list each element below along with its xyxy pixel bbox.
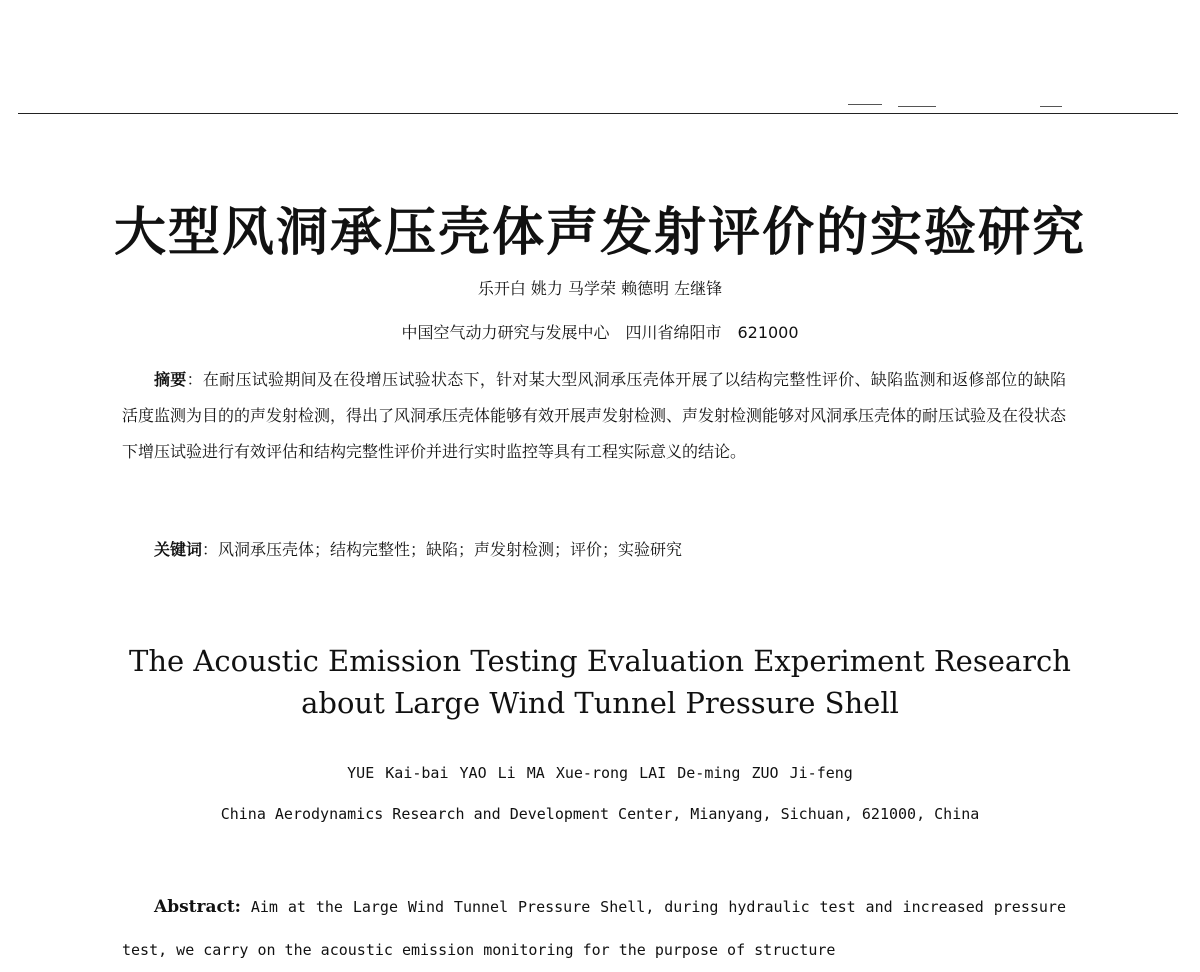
header-rule-fragment — [898, 106, 936, 107]
chinese-affiliation: 中国空气动力研究与发展中心 四川省绵阳市 621000 — [401, 323, 799, 342]
chinese-keywords-text: ：风洞承压壳体；结构完整性；缺陷；声发射检测；评价；实验研究 — [202, 540, 683, 559]
english-title-line-2: about Large Wind Tunnel Pressure Shell — [301, 686, 899, 720]
header-rule-fragment — [848, 104, 882, 105]
english-affiliation: China Aerodynamics Research and Development Center, Mianyang, Sichuan, 621000, China — [220, 805, 980, 823]
english-title-line-1: The Acoustic Emission Testing Evaluation Experiment Research — [129, 644, 1071, 678]
english-abstract-label: Abstract: — [154, 897, 241, 917]
english-authors: YUE Kai-bai YAO Li MA Xue-rong LAI De-ming ZUO Ji-feng — [347, 764, 853, 782]
chinese-authors: 乐开白 姚力 马学荣 赖德明 左继锋 — [477, 279, 723, 298]
chinese-abstract-label: 摘要 — [154, 370, 187, 389]
header-rule — [18, 113, 1178, 114]
chinese-abstract — [122, 362, 1066, 470]
chinese-keywords-label: 关键词 — [154, 540, 203, 559]
chinese-abstract-text: ：在耐压试验期间及在役增压试验状态下，针对某大型风洞承压壳体开展了以结构完整性评价、缺陷监测和返修部位的缺陷活度监测为目的的声发射检测，得出了风洞承压壳体能够有效开展声发射检测、声发射检测能够对风洞承压壳体的耐压试验及在役状态下增压试验进行有效评估和结构完整性评价并进行实时监控等具有工程实际意义的结论。 — [122, 370, 1067, 461]
english-abstract-text: Aim at the Large Wind Tunnel Pressure Shell, during hydraulic test and increased pressure test, we carry on the acoustic emission monitoring for the purpose of structure — [122, 898, 1066, 959]
chinese-title: 大型风洞承压壳体声发射评价的实验研究 — [113, 202, 1086, 263]
english-abstract — [122, 886, 1066, 972]
header-rule-fragment — [1040, 106, 1062, 107]
english-title — [0, 640, 1200, 724]
chinese-keywords — [154, 537, 1054, 560]
